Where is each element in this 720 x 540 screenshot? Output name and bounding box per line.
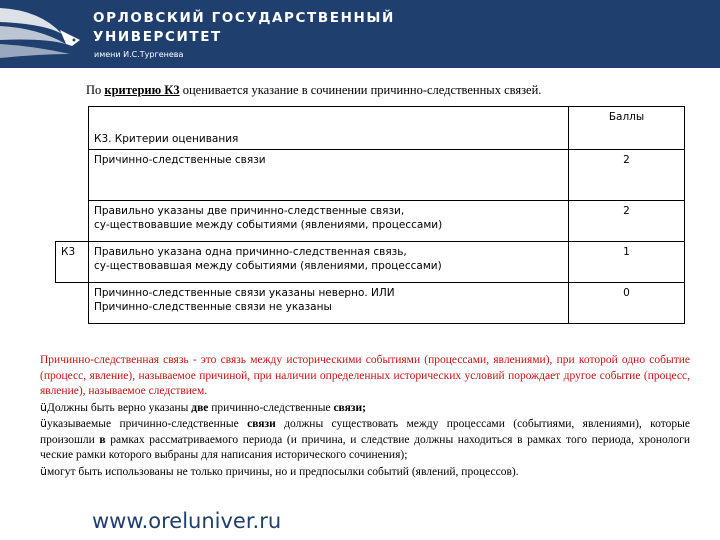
row-criteria-cell [89, 242, 569, 283]
row-score: 1 [569, 242, 685, 283]
row-score: 2 [569, 201, 685, 242]
row-text-line2: Причинно-следственные связи не указаны [94, 301, 332, 313]
bullet-emphasis: в [99, 433, 106, 446]
university-name-line3: имени И.С.Тургенева [94, 50, 184, 59]
intro-suffix: оценивается указание в сочинении причинно-следственных связей. [179, 83, 542, 97]
criteria-header: К3. Критерии оценивания [89, 107, 569, 150]
check-icon: ü [40, 400, 47, 414]
bullet-emphasis: связи [247, 418, 276, 430]
criteria-table [55, 106, 685, 324]
bullet-emphasis: две [191, 401, 209, 414]
table-row [56, 201, 685, 242]
table-blank-cell [56, 201, 89, 242]
row-criteria-cell [89, 283, 569, 324]
definition-text: Причинно-следственная связь - это связь между историческими событиями (процессами, явлениями), при которой одно событие (процесс, явление), называемое причиной, при наличии определенных исторических условий порождает другое событие (процесс, явление), называемое следствием. [40, 354, 690, 397]
intro-text [86, 83, 686, 98]
intro-criterion: критерию К3 [104, 83, 180, 97]
intro-prefix: По [86, 83, 105, 97]
bullet-text: могут быть использованы не только причины, но и предпосылки событий (явлений, процессов). [46, 465, 519, 478]
check-icon: ü [40, 417, 47, 430]
bullet-item [40, 464, 690, 481]
points-header: Баллы [569, 107, 685, 150]
bullet-text: причинно-следственные [208, 401, 334, 414]
table-row [56, 150, 685, 201]
table-blank-cell [56, 107, 89, 150]
row-score: 2 [569, 150, 685, 201]
bullet-text: должны существовать между процессами (событиями, явлениями), которые произошли [40, 418, 690, 446]
row-text-line1: Причинно-следственные связи [94, 154, 266, 166]
row-text-line2: су-ществовавшие между событиями (явлениями, процессами) [94, 219, 443, 231]
row-text-line1: Причинно-следственные связи указаны неверно. ИЛИ [94, 287, 395, 299]
bullet-text: рамках рассматриваемого периода (и причина, и следствие должны находиться в рамках того периода, хронологи ческие рамки которого выбраны для написания исторического сочинения); [40, 433, 690, 461]
bullet-text: Должны быть верно указаны [46, 401, 192, 414]
row-score: 0 [569, 283, 685, 324]
row-text-line1: Правильно указана одна причинно-следственная связь, [94, 246, 407, 258]
explanation-block [40, 353, 690, 480]
table-header-row [56, 107, 685, 150]
bullet-item [40, 416, 690, 464]
website-link[interactable]: www.oreluniver.ru [92, 509, 282, 533]
table-blank-cell [56, 150, 89, 201]
university-name-line1: ОРЛОВСКИЙ ГОСУДАРСТВЕННЫЙ [93, 10, 395, 26]
bullet-item [40, 400, 690, 417]
table-row [56, 242, 685, 283]
university-header [0, 0, 720, 68]
row-text-line1: Правильно указаны две причинно-следственные связи, [94, 205, 405, 217]
table-blank-cell [56, 283, 89, 324]
row-text-line2: су-ществовавшая между событиями (явлениями, процессами) [94, 260, 442, 272]
table-row [56, 283, 685, 324]
university-logo-eagle-icon [0, 0, 92, 68]
bullet-text: указываемые причинно-следственные [46, 418, 248, 430]
check-icon: ü [40, 464, 47, 478]
row-criteria-cell [89, 150, 569, 201]
bullet-emphasis: связи; [333, 401, 366, 414]
criterion-code: К3 [56, 242, 89, 283]
university-name-line2: УНИВЕРСИТЕТ [93, 29, 222, 45]
row-criteria-cell [89, 201, 569, 242]
